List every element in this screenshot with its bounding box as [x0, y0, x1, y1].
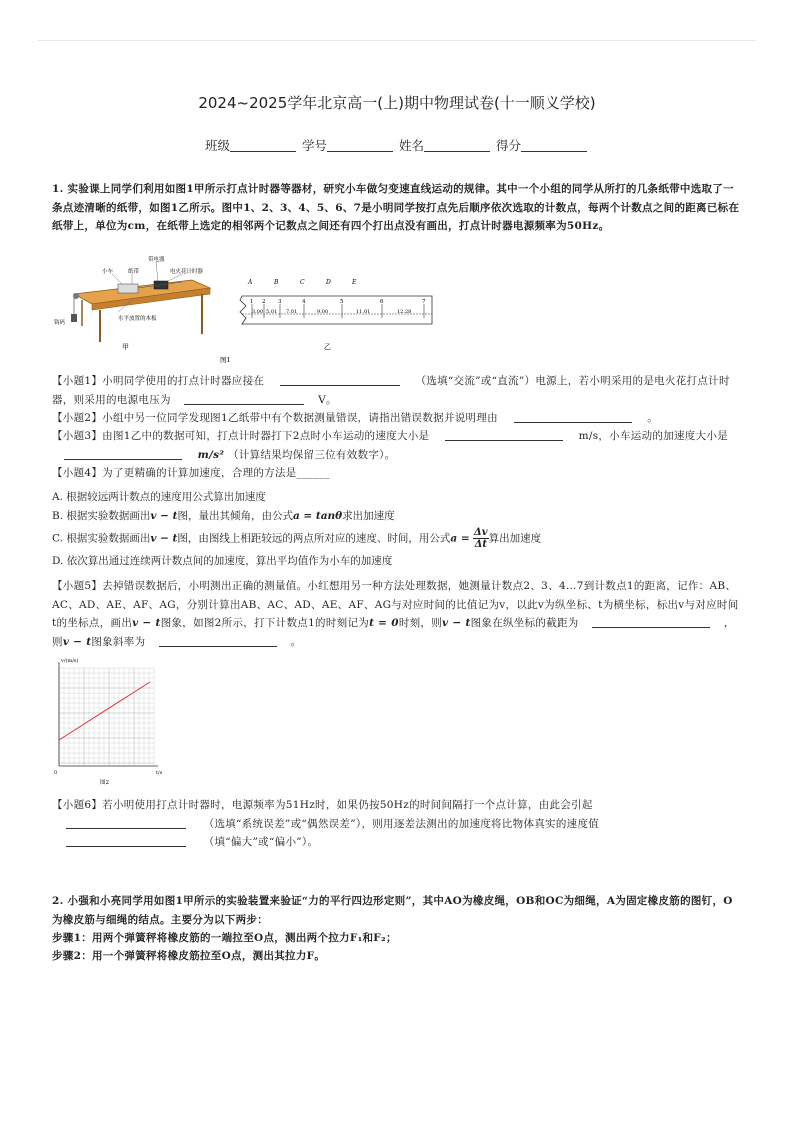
sub-question-4: 【小题4】为了更精确的计算加速度，合理的方法是______: [52, 467, 330, 479]
fig2-xlabel: t/s: [156, 770, 163, 776]
sub-question-3: [52, 427, 742, 464]
score-label: 得分: [495, 138, 521, 153]
sub1-blank-2[interactable]: [184, 393, 304, 405]
optB-vt: v − t: [150, 510, 178, 522]
tape-distance-label: 3.00: [252, 309, 264, 315]
sub1-text-a: 【小题1】小明同学使用的打点计时器应接在: [52, 375, 265, 387]
sub5-text-f: 图象斜率为: [91, 635, 146, 648]
option-d[interactable]: D. 依次算出通过连续两计数点间的加速度，算出平均值作为小车的加速度: [52, 555, 393, 567]
sub6-text-c: （填“偏大”或“偏小”）。: [203, 836, 319, 848]
tape-point-label: 6: [380, 299, 384, 305]
optC-a-eq: a =: [450, 532, 470, 545]
sub5-text-e: ，则: [52, 617, 735, 648]
fig2-origin: 0: [54, 770, 58, 776]
sub3-text-b: m/s，小车运动的加速度大小是: [578, 430, 729, 442]
question-1-intro: 1. 实验课上同学们利用如图1甲所示打点计时器等器材，研究小车做匀变速直线运动的规律。其中一个小组的同学从所打的几条纸带中选取了一条点迹清晰的纸带，如图1乙所示。图中1、2、3、4、5、6、7是小明同学按打点先后顺序依次选取的计数点，每两个计数点之间的距离已标在纸带上，单位为cm，在纸带上选定的相邻两个记数点之间还有四个打出点没有画出，打点计时器电源频率为50Hz。: [52, 183, 740, 232]
sub3-blank-2[interactable]: [64, 448, 182, 460]
figure-1-caption: 图1: [220, 356, 231, 364]
tape-distance-label: 11.01: [356, 309, 371, 315]
tape2-label: 带电器: [148, 257, 165, 263]
sub5-vt3: v − t: [62, 635, 92, 648]
optB-text-a: B. 根据实验数据画出: [52, 510, 151, 522]
weight-label: 钩码: [54, 320, 66, 326]
optC-fraction: [473, 527, 489, 550]
tape-letter: E: [352, 279, 357, 286]
tape-point-label: 3: [278, 299, 282, 305]
tape-distance-label: 9.00: [317, 309, 329, 315]
sub5-text-g: 。: [290, 635, 302, 648]
student-info-row: [0, 136, 794, 154]
optB-text-c: 求出加速度: [342, 510, 395, 522]
tape-letter: D: [326, 279, 331, 286]
tape-distance-label: 7.01: [286, 309, 298, 315]
tape-distance-label: 12.28: [397, 309, 412, 315]
tape-letter: C: [300, 279, 305, 286]
figure-2: [52, 656, 176, 788]
sub6-text-a: 【小题6】若小明使用打点计时器时，电源频率为51Hz时，如果仍按50Hz的时间间隔打一个点计算，由此会引起: [52, 799, 593, 811]
optB-formula: a = tanθ: [292, 510, 343, 522]
tape-point-label: 7: [422, 299, 426, 305]
sub1-text-c: V。: [318, 393, 337, 406]
cart-label: 小车: [102, 269, 114, 275]
sub-question-2: [52, 409, 742, 428]
optC-text-a: C. 根据实验数据画出: [52, 532, 151, 545]
figure-1: [52, 252, 452, 370]
sub6-text-b: （选填“系统误差”或“偶然误差”），则用逐差法测出的加速度将比物体真实的速度值: [203, 817, 600, 830]
tape-point-label: 2: [262, 299, 266, 305]
sub5-vt: v − t: [132, 617, 161, 629]
option-b[interactable]: [52, 507, 395, 525]
sub1-text-b: （选填“交流”或“直流”）电源上，若小明采用的是电火花打点计时器，则采用的电源电压为: [52, 375, 730, 406]
tape-point-label: 5: [340, 299, 344, 305]
sub-question-6: [52, 796, 742, 852]
fig2-ylabel: v/(m/s): [61, 658, 79, 664]
sub-question-5: [52, 577, 742, 651]
optC-text-c: 算出加速度: [488, 532, 542, 545]
option-c[interactable]: [52, 527, 541, 550]
sub5-text-c: 时刻，则: [398, 617, 443, 629]
sub2-text-b: 。: [647, 412, 659, 424]
sub5-text-a: 【小题5】去掉错误数据后，小明测出正确的测量值。小红想用另一种方法处理数据，她测量计数点2、3、4…7到计数点1的距离，记作：AB、AC、AD、AE、AF、AG，分别计算出AB、AC、AD、AE、AF、AG与对应时间的比值记为v，以此v为纵坐标、t为横坐标，标出v与对应时间t的坐标点，画出: [52, 580, 739, 629]
optC-denominator: Δt: [474, 539, 487, 550]
score-blank[interactable]: [521, 140, 587, 152]
timer-label: 电火花计时器: [170, 269, 204, 275]
sub2-blank[interactable]: [514, 411, 632, 423]
sub5-blank-2[interactable]: [159, 635, 277, 647]
tape-distance-label: 5.01: [266, 309, 278, 315]
optC-text-b: 图，由图线上相距较远的两点所对应的速度、时间，用公式: [177, 532, 451, 545]
sub5-vt2: v − t: [442, 617, 471, 629]
sub6-blank-2[interactable]: [66, 835, 186, 847]
question-2-step1: 步骤1：用两个弹簧秤将橡皮筋的一端拉至O点，测出两个拉力F₁和F₂；: [52, 932, 397, 944]
sub3-unit: m/s²: [197, 448, 225, 461]
tape-label: 纸带: [128, 269, 140, 275]
tape-point-label: 1: [250, 299, 254, 305]
sub5-text-b: 图象，如图2所示，打下计数点1的时刻记为: [160, 617, 370, 629]
sub1-blank-1[interactable]: [280, 374, 400, 386]
class-blank[interactable]: [230, 140, 296, 152]
option-a[interactable]: A. 根据较远两计数点的速度用公式算出加速度: [52, 491, 266, 503]
figure-2-caption: 图2: [100, 780, 109, 786]
sub5-t0: t = 0: [369, 617, 399, 629]
label-yi: 乙: [324, 343, 331, 351]
optB-text-b: 图，量出其倾角，由公式: [177, 510, 293, 522]
tape-letter: B: [274, 279, 279, 286]
page-top-rule: [38, 40, 756, 41]
sub6-blank-1[interactable]: [66, 817, 186, 829]
label-jia: 甲: [122, 343, 129, 351]
sub3-blank-1[interactable]: [445, 429, 563, 441]
sub5-blank-1[interactable]: [592, 616, 710, 628]
question-2-step2: 步骤2：用一个弹簧秤将橡皮筋拉至O点，测出其拉力F。: [52, 950, 326, 962]
sub3-text-c: （计算结果均保留三位有效数字）。: [227, 448, 396, 461]
class-label: 班级: [204, 138, 230, 153]
sub2-text-a: 【小题2】小组中另一位同学发现图1乙纸带中有个数据测量错误，请指出错误数据并说明理由: [52, 412, 498, 424]
page-title: 2024~2025学年北京高一(上)期中物理试卷(十一顺义学校): [198, 94, 596, 112]
optC-vt: v − t: [150, 532, 178, 545]
name-blank[interactable]: [424, 140, 490, 152]
sub5-text-d: 图象在纵坐标的截距为: [470, 617, 579, 629]
sub3-text-a: 【小题3】由图1乙中的数据可知，打点计时器打下2点时小车运动的速度大小是: [52, 430, 430, 442]
tape-point-label: 4: [302, 299, 306, 305]
optC-numerator: Δv: [474, 527, 488, 538]
name-label: 姓名: [398, 138, 424, 153]
tape-letter: A: [248, 279, 253, 286]
number-label: 学号: [301, 138, 327, 153]
sub-question-1: [52, 372, 742, 409]
question-2-intro: 2. 小强和小亮同学用如图1甲所示的实验装置来验证“力的平行四边形定则”，其中AO为橡皮绳，OB和OC为细绳，A为固定橡皮筋的图钉，O为橡皮筋与细绳的结点。主要分为以下两步：: [52, 895, 733, 926]
number-blank[interactable]: [327, 140, 393, 152]
board-label: 水平放置的木板: [118, 316, 157, 322]
